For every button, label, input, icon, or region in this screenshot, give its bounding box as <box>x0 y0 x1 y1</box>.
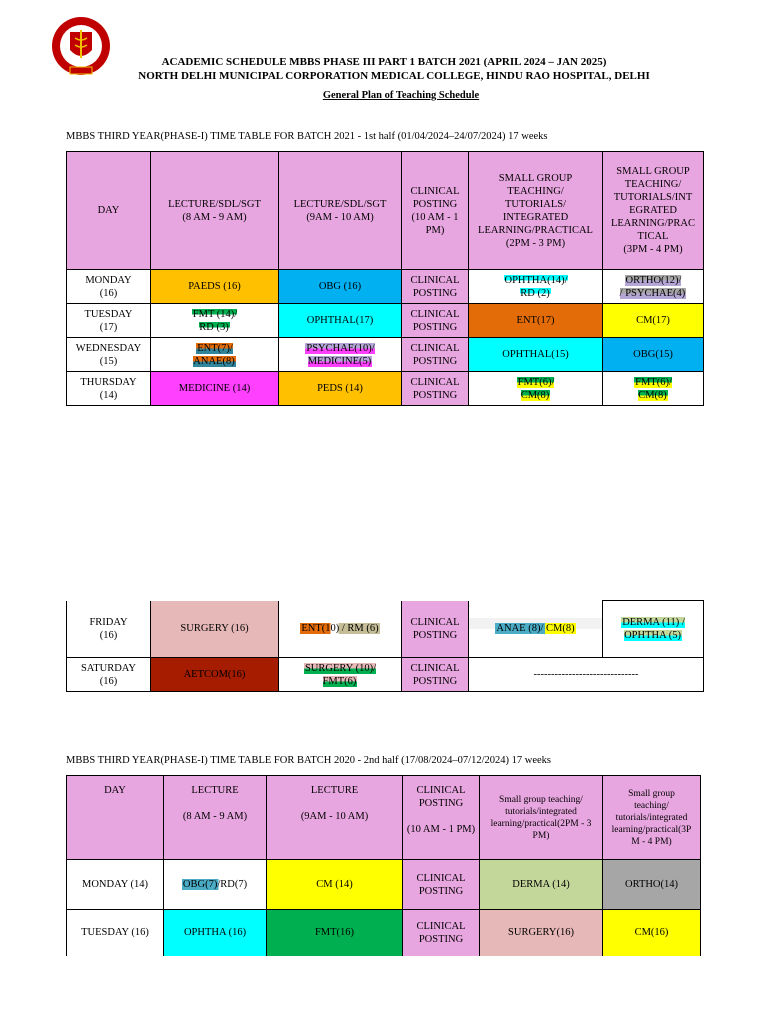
cell-text: TUESDAY (17) <box>84 308 133 333</box>
header-day <box>67 776 164 860</box>
cell <box>164 910 267 956</box>
table-row <box>67 658 704 692</box>
table-row <box>67 270 704 304</box>
cell <box>279 338 402 372</box>
cell-text: CLINICAL POSTING <box>410 376 460 401</box>
cell <box>469 372 603 406</box>
cell <box>151 372 279 406</box>
cell <box>603 270 704 304</box>
cell <box>480 910 603 956</box>
cell-text: SURGERY (16) <box>180 623 249 635</box>
cell-text: ORTHO(14) <box>624 879 679 890</box>
cell-text: ENT(17) <box>516 315 555 326</box>
cell <box>469 658 704 692</box>
clinical-cell <box>403 860 480 910</box>
table-header-row <box>67 776 701 860</box>
cell <box>151 270 279 304</box>
clinical-cell <box>402 658 469 692</box>
cell <box>603 372 704 406</box>
cell <box>469 270 603 304</box>
cell <box>267 860 403 910</box>
day-cell <box>67 910 164 956</box>
cell-text: CM(16) <box>634 927 669 939</box>
clinical-cell <box>402 372 469 406</box>
day-cell <box>67 270 151 304</box>
cell <box>151 658 279 692</box>
header-label: SMALL GROUP TEACHING/ TUTORIALS/INT EGRATED LEARNING/PRAC TICAL (3PM - 4 PM) <box>610 166 695 255</box>
cell-text: CLINICAL POSTING <box>410 662 460 687</box>
cell <box>151 338 279 372</box>
cell <box>164 860 267 910</box>
cell-text: CM (14) <box>316 879 353 890</box>
cell-text: OPHTHAL(15) <box>502 349 569 360</box>
day-cell <box>67 338 151 372</box>
cell <box>267 910 403 956</box>
header-sgt-2 <box>603 152 704 270</box>
cell-text: PAEDS (16) <box>188 281 241 292</box>
cell <box>603 910 701 956</box>
college-name: NORTH DELHI MUNICIPAL CORPORATION MEDICAL COLLEGE, HINDU RAO HOSPITAL, DELHI <box>138 70 650 82</box>
cell-text: FRIDAY (16) <box>89 616 128 641</box>
cell-text: DERMA (11) / OPHTHA (5) <box>622 617 685 641</box>
header-label: Small group teaching/ tutorials/integrated learning/practical(3P M - 4 PM) <box>611 788 692 847</box>
cell-text: DERMA (14) <box>512 879 570 890</box>
cell-text: PSYCHAE(10)/ MEDICINE(5) <box>306 342 375 367</box>
header-label: LECTURE/SDL/SGT (9AM - 10 AM) <box>293 198 387 223</box>
header-clinical <box>403 776 480 860</box>
cell <box>603 601 704 658</box>
day-cell <box>67 658 151 692</box>
table-row <box>67 601 704 658</box>
schedule-title: ACADEMIC SCHEDULE MBBS PHASE III PART 1 BATCH 2021 (APRIL 2024 – JAN 2025) <box>161 56 607 68</box>
cell-text: OPHTHA(14)/ RD (2) <box>504 274 568 299</box>
cell-text: MEDICINE (14) <box>178 383 251 394</box>
cell-text: CLINICAL POSTING <box>410 616 460 641</box>
cell-text: SATURDAY (16) <box>80 662 137 687</box>
cell-text: CLINICAL POSTING <box>416 872 466 897</box>
cell <box>279 658 402 692</box>
cell <box>603 338 704 372</box>
cell-text: CLINICAL POSTING <box>410 308 460 333</box>
table-header-row <box>67 152 704 270</box>
cell-text: ------------------------------ <box>533 669 639 680</box>
cell <box>279 372 402 406</box>
header-lecture-2 <box>267 776 403 860</box>
cell-text: THURSDAY (14) <box>80 376 137 401</box>
clinical-cell <box>402 270 469 304</box>
header-label: LECTURE/SDL/SGT (8 AM - 9 AM) <box>168 198 261 223</box>
cell-text: ENT(10) / RM (6) <box>301 623 379 635</box>
cell-text: SURGERY (10)/ FMT(6) <box>304 662 377 687</box>
clinical-cell <box>402 338 469 372</box>
table1-caption: MBBS THIRD YEAR(PHASE-I) TIME TABLE FOR BATCH 2021 - 1st half (01/04/2024–24/07/2024) 17 weeks <box>66 131 548 142</box>
cell-text: MONDAY (16) <box>85 274 132 299</box>
day-cell <box>67 372 151 406</box>
cell-text: CM(17) <box>636 315 670 326</box>
header-label: DAY <box>97 205 120 216</box>
table-row <box>67 372 704 406</box>
header-label: DAY <box>104 785 126 796</box>
timetable-first-half-continued <box>66 600 704 692</box>
cell <box>279 601 402 658</box>
cell-text: FMT(16) <box>314 927 355 939</box>
cell-text: SURGERY(16) <box>508 927 574 939</box>
clinical-cell <box>402 304 469 338</box>
table3-caption: MBBS THIRD YEAR(PHASE-I) TIME TABLE FOR BATCH 2020 - 2nd half (17/08/2024–07/12/2024) 17 weeks <box>66 755 551 766</box>
cell-text: OPHTHAL(17) <box>306 315 374 326</box>
table-row <box>67 860 701 910</box>
cell <box>279 304 402 338</box>
cell-text: OBG (16) <box>318 281 362 292</box>
day-cell <box>67 601 151 658</box>
cell <box>480 860 603 910</box>
cell-text: PEDS (14) <box>317 383 363 394</box>
cell-text: CLINICAL POSTING <box>416 920 466 945</box>
header-label: SMALL GROUP TEACHING/ TUTORIALS/ INTEGRATED LEARNING/PRACTICAL (2PM - 3 PM) <box>478 172 593 249</box>
cell-text: OPHTHA (16) <box>183 927 247 939</box>
cell-text: CLINICAL POSTING <box>410 274 460 299</box>
cell-text: CLINICAL POSTING <box>410 342 460 367</box>
cell-text: AETCOM(16) <box>183 669 246 680</box>
cell <box>151 304 279 338</box>
cell-text: FMT(6)/ CM(8) <box>517 376 555 401</box>
table-row <box>67 910 701 956</box>
header-day <box>67 152 151 270</box>
day-cell <box>67 304 151 338</box>
cell <box>469 304 603 338</box>
header-label: LECTURE (9AM - 10 AM) <box>300 785 369 822</box>
header-clinical <box>402 152 469 270</box>
header-label: CLINICAL POSTING (10 AM - 1 PM) <box>406 785 476 835</box>
cell-text: WEDNESDAY (15) <box>75 342 142 367</box>
header-sgt-2 <box>603 776 701 860</box>
header-label: Small group teaching/ tutorials/integrated learning/practical(2PM - 3 PM) <box>490 794 592 841</box>
cell-text: FMT (14)/ RD (3) <box>192 308 238 333</box>
cell <box>603 304 704 338</box>
timetable-first-half <box>66 151 704 406</box>
cell-text: OBG(7)/RD(7) <box>182 879 248 890</box>
cell <box>469 338 603 372</box>
cell-text: ORTHO(12)/ / PSYCHAE(4) <box>619 274 686 299</box>
cell-text: ENT(7)/ ANAE(8) <box>193 342 235 367</box>
cell-text: OBG(15) <box>633 349 673 360</box>
cell <box>469 601 603 658</box>
plan-subtitle: General Plan of Teaching Schedule <box>322 90 480 101</box>
cell-text: ANAE (8)/ CM(8) <box>496 623 575 635</box>
header-sgt-1 <box>480 776 603 860</box>
clinical-cell <box>402 601 469 658</box>
cell-text: FMT(6)/ CM(8) <box>635 376 672 401</box>
clinical-cell <box>403 910 480 956</box>
header-label: LECTURE (8 AM - 9 AM) <box>182 785 248 822</box>
header-sgt-1 <box>469 152 603 270</box>
header-lecture-1 <box>164 776 267 860</box>
cell <box>151 601 279 658</box>
cell <box>603 860 701 910</box>
table-row <box>67 338 704 372</box>
cell <box>279 270 402 304</box>
cell-text: MONDAY (14) <box>81 879 148 890</box>
header-lecture-1 <box>151 152 279 270</box>
table-row <box>67 304 704 338</box>
cell-text: TUESDAY (16) <box>81 927 149 939</box>
header-label: CLINICAL POSTING (10 AM - 1 PM) <box>410 185 460 236</box>
header-lecture-2 <box>279 152 402 270</box>
day-cell <box>67 860 164 910</box>
timetable-second-half <box>66 775 701 956</box>
